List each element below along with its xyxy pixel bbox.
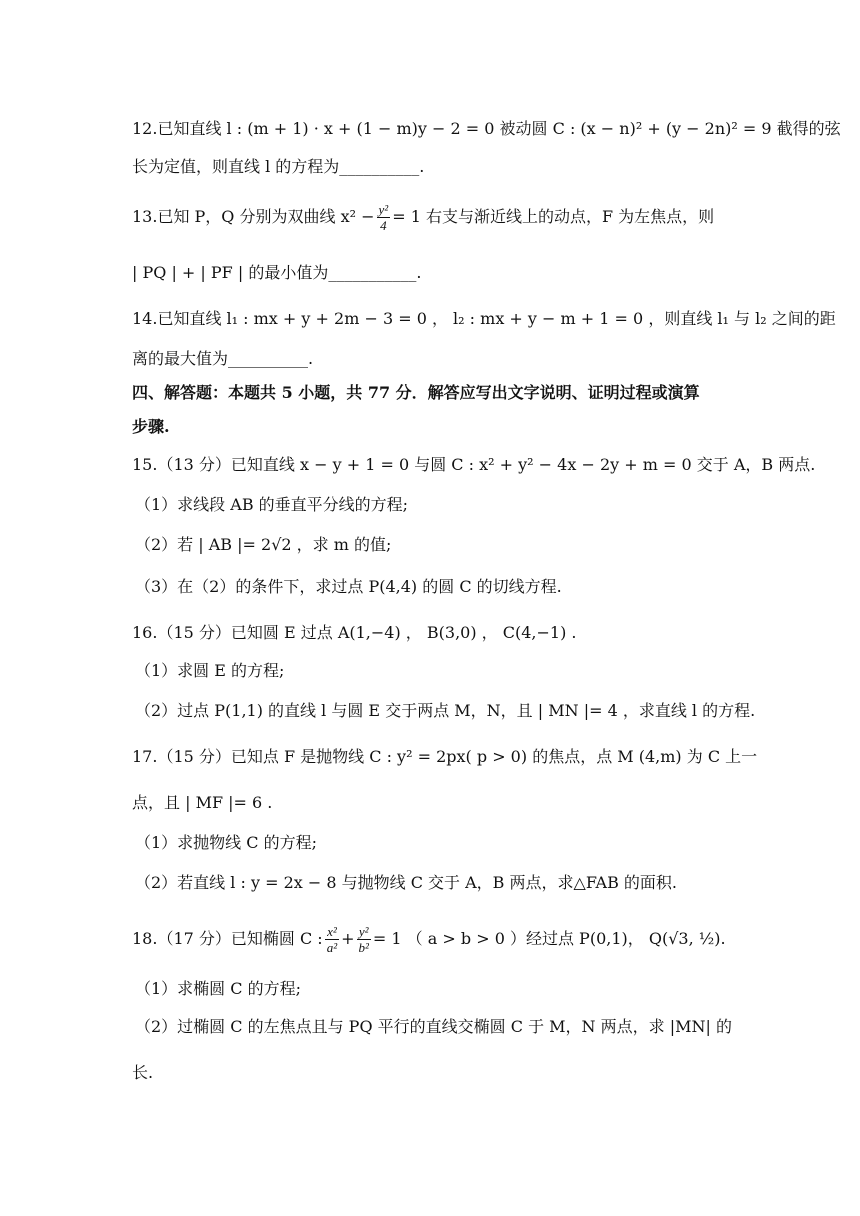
- q14-line-2: 离的最大值为__________.: [132, 349, 314, 368]
- q15-part-3: （3）在（2）的条件下，求过点 P(4,4) 的圆 C 的切线方程.: [135, 577, 562, 596]
- q18-frac-y-den: b²: [358, 940, 369, 955]
- section-4-heading-line-2: 步骤.: [132, 417, 170, 436]
- q18-frac-x-num: x²: [325, 924, 339, 940]
- q18-fraction-y: [357, 924, 371, 955]
- q13-frac-den: 4: [380, 218, 387, 233]
- q18-frac-x-den: a²: [326, 940, 338, 955]
- q16-part-1: （1）求圆 E 的方程;: [135, 661, 285, 680]
- q13-stem-post: = 1 右支与渐近线上的动点，F 为左焦点，则: [392, 207, 715, 226]
- q15-stem: 15.（13 分）已知直线 x − y + 1 = 0 与圆 C : x² + y² − 4x − 2y + m = 0 交于 A，B 两点.: [132, 455, 816, 474]
- q12-line-2: 长为定值，则直线 l 的方程为__________.: [132, 157, 425, 176]
- q18-stem-pre: 18.（17 分）已知椭圆 C :: [132, 929, 323, 948]
- q16-part-2: （2）过点 P(1,1) 的直线 l 与圆 E 交于两点 M，N，且 | MN |= 4 ，求直线 l 的方程.: [135, 701, 756, 720]
- q13-frac-num: y²: [378, 202, 389, 217]
- q18-part-2-line-1: （2）过椭圆 C 的左焦点且与 PQ 平行的直线交椭圆 C 于 M，N 两点，求 |MN| 的: [135, 1017, 732, 1036]
- q14-line-1: 14.已知直线 l₁ : mx + y + 2m − 3 = 0 ， l₂ : mx + y − m + 1 = 0 ，则直线 l₁ 与 l₂ 之间的距: [132, 309, 836, 328]
- q17-stem-line-2: 点，且 | MF |= 6 .: [132, 793, 273, 812]
- q17-part-1: （1）求抛物线 C 的方程;: [135, 833, 317, 852]
- q17-part-2: （2）若直线 l : y = 2x − 8 与抛物线 C 交于 A，B 两点，求△FAB 的面积.: [135, 873, 678, 892]
- q18-frac-y-num: y²: [357, 924, 371, 940]
- q18-fraction-x: [325, 924, 339, 955]
- q12-line-1: 12.已知直线 l : (m + 1) · x + (1 − m)y − 2 = 0 被动圆 C : (x − n)² + (y − 2n)² = 9 截得的弦: [132, 119, 841, 138]
- q13-stem-pre: 13.已知 P，Q 分别为双曲线 x² −: [132, 207, 375, 226]
- q18-stem-post: = 1 （ a > b > 0 ）经过点 P(0,1)， Q(√3, ½).: [372, 929, 726, 948]
- q15-part-1: （1）求线段 AB 的垂直平分线的方程;: [135, 495, 409, 514]
- q13-fraction: [377, 202, 391, 233]
- q17-stem-line-1: 17.（15 分）已知点 F 是抛物线 C : y² = 2px( p > 0) 的焦点，点 M (4,m) 为 C 上一: [132, 747, 758, 766]
- q13-line-1: [132, 202, 714, 233]
- q18-part-1: （1）求椭圆 C 的方程;: [135, 979, 301, 998]
- q16-stem: 16.（15 分）已知圆 E 过点 A(1,−4) ， B(3,0) ， C(4,−1) .: [132, 623, 577, 642]
- q18-plus: +: [341, 929, 355, 948]
- section-4-heading-line-1: 四、解答题：本题共 5 小题，共 77 分．解答应写出文字说明、证明过程或演算: [132, 383, 700, 402]
- q18-part-2-line-2: 长.: [132, 1063, 154, 1082]
- q18-stem: [132, 924, 726, 955]
- q15-part-2: （2）若 | AB |= 2√2 ，求 m 的值;: [135, 535, 392, 554]
- q13-line-2: | PQ | + | PF | 的最小值为___________.: [132, 263, 422, 282]
